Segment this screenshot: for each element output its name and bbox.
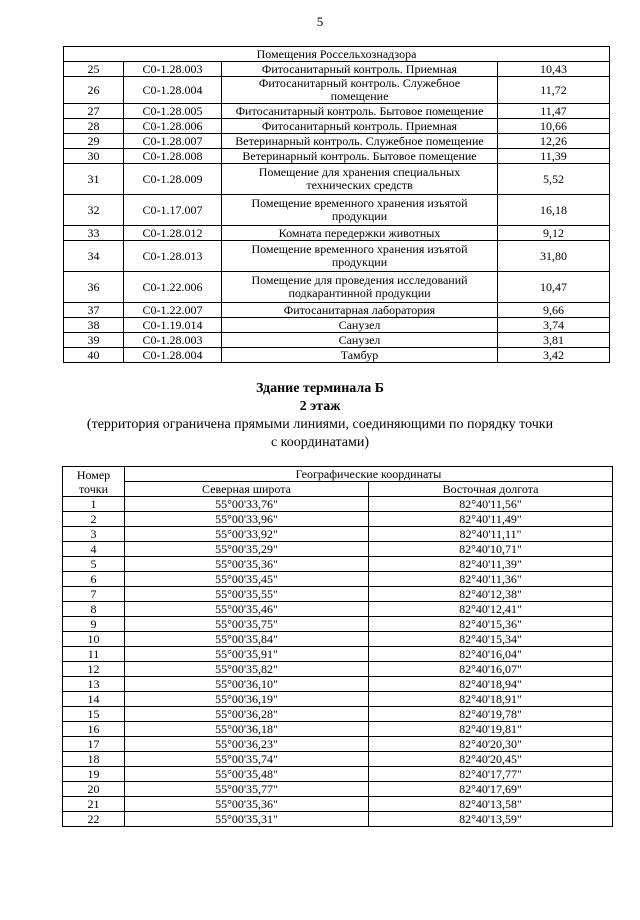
rooms-section-header-row	[64, 47, 610, 62]
room-area: 10,47	[498, 272, 610, 303]
latitude-value: 55°00'35,75"	[125, 617, 369, 632]
room-row	[64, 241, 610, 272]
longitude-value: 82°40'13,59"	[369, 812, 613, 827]
room-number: 33	[64, 226, 124, 241]
room-name: Фитосанитарный контроль. Бытовое помещение	[222, 104, 498, 119]
latitude-value: 55°00'36,18"	[125, 722, 369, 737]
rooms-table	[63, 46, 610, 363]
rooms-section-header: Помещения Россельхознадзора	[64, 47, 610, 62]
room-name: Санузел	[222, 318, 498, 333]
room-area: 12,26	[498, 134, 610, 149]
latitude-value: 55°00'36,28"	[125, 707, 369, 722]
coordinate-row	[63, 797, 613, 812]
latitude-value: 55°00'35,31"	[125, 812, 369, 827]
latitude-value: 55°00'35,77"	[125, 782, 369, 797]
room-code: С0-1.19.014	[124, 318, 222, 333]
coordinate-row	[63, 542, 613, 557]
point-number: 5	[63, 557, 125, 572]
room-row	[64, 195, 610, 226]
coordinate-row	[63, 632, 613, 647]
room-name: Тамбур	[222, 348, 498, 363]
point-number: 19	[63, 767, 125, 782]
room-number: 28	[64, 119, 124, 134]
latitude-value: 55°00'35,48"	[125, 767, 369, 782]
point-number: 20	[63, 782, 125, 797]
longitude-value: 82°40'17,77"	[369, 767, 613, 782]
point-number: 2	[63, 512, 125, 527]
point-number: 15	[63, 707, 125, 722]
coordinate-row	[63, 722, 613, 737]
room-row	[64, 134, 610, 149]
coordinate-row	[63, 512, 613, 527]
room-name: Помещение временного хранения изъятой продукции	[222, 241, 498, 272]
room-row	[64, 62, 610, 77]
coordinate-row	[63, 767, 613, 782]
coordinate-row	[63, 647, 613, 662]
room-row	[64, 318, 610, 333]
room-code: С0-1.28.003	[124, 333, 222, 348]
room-number: 32	[64, 195, 124, 226]
longitude-value: 82°40'16,04"	[369, 647, 613, 662]
room-code: С0-1.28.013	[124, 241, 222, 272]
room-number: 31	[64, 164, 124, 195]
room-code: С0-1.28.005	[124, 104, 222, 119]
coordinate-row	[63, 497, 613, 512]
latitude-value: 55°00'35,84"	[125, 632, 369, 647]
longitude-value: 82°40'11,49"	[369, 512, 613, 527]
latitude-value: 55°00'35,46"	[125, 602, 369, 617]
room-row	[64, 149, 610, 164]
room-number: 38	[64, 318, 124, 333]
point-number: 9	[63, 617, 125, 632]
longitude-value: 82°40'19,81"	[369, 722, 613, 737]
latitude-value: 55°00'35,45"	[125, 572, 369, 587]
room-area: 3,81	[498, 333, 610, 348]
point-number: 18	[63, 752, 125, 767]
point-number: 1	[63, 497, 125, 512]
room-area: 16,18	[498, 195, 610, 226]
point-number: 11	[63, 647, 125, 662]
room-area: 5,52	[498, 164, 610, 195]
coordinate-row	[63, 602, 613, 617]
latitude-value: 55°00'36,19"	[125, 692, 369, 707]
room-row	[64, 77, 610, 104]
point-number: 21	[63, 797, 125, 812]
point-number: 10	[63, 632, 125, 647]
room-number: 36	[64, 272, 124, 303]
point-number: 3	[63, 527, 125, 542]
longitude-value: 82°40'11,39"	[369, 557, 613, 572]
room-area: 10,66	[498, 119, 610, 134]
latitude-value: 55°00'36,10"	[125, 677, 369, 692]
room-area: 3,74	[498, 318, 610, 333]
building-title: Здание терминала Б	[255, 381, 385, 396]
room-name: Комната передержки животных	[222, 226, 498, 241]
latitude-value: 55°00'35,36"	[125, 557, 369, 572]
longitude-value: 82°40'18,91"	[369, 692, 613, 707]
room-row	[64, 272, 610, 303]
longitude-value: 82°40'20,45"	[369, 752, 613, 767]
room-code: С0-1.28.004	[124, 348, 222, 363]
point-number: 4	[63, 542, 125, 557]
room-name: Фитосанитарный контроль. Приемная	[222, 119, 498, 134]
coordinate-row	[63, 707, 613, 722]
coordinate-row	[63, 527, 613, 542]
room-code: С0-1.28.012	[124, 226, 222, 241]
longitude-value: 82°40'11,11"	[369, 527, 613, 542]
room-number: 26	[64, 77, 124, 104]
latitude-header: Северная широта	[125, 482, 369, 497]
room-name: Санузел	[222, 333, 498, 348]
longitude-value: 82°40'12,38"	[369, 587, 613, 602]
room-number: 25	[64, 62, 124, 77]
page-number: 5	[316, 14, 324, 29]
coordinate-row	[63, 752, 613, 767]
coords-subheader-row	[63, 482, 613, 497]
room-code: С0-1.28.003	[124, 62, 222, 77]
room-name: Фитосанитарная лаборатория	[222, 303, 498, 318]
room-row	[64, 164, 610, 195]
room-area: 9,12	[498, 226, 610, 241]
longitude-value: 82°40'11,56"	[369, 497, 613, 512]
room-row	[64, 333, 610, 348]
latitude-value: 55°00'33,96"	[125, 512, 369, 527]
room-name: Ветеринарный контроль. Служебное помещение	[222, 134, 498, 149]
coordinate-row	[63, 812, 613, 827]
room-code: С0-1.22.006	[124, 272, 222, 303]
room-code: С0-1.28.009	[124, 164, 222, 195]
room-name: Фитосанитарный контроль. Приемная	[222, 62, 498, 77]
room-area: 11,39	[498, 149, 610, 164]
coords-header-row	[63, 467, 613, 482]
longitude-header: Восточная долгота	[369, 482, 613, 497]
longitude-value: 82°40'11,36"	[369, 572, 613, 587]
coordinate-row	[63, 692, 613, 707]
territory-description-line1: (территория ограничена прямыми линиями, соединяющими по порядку точки	[86, 417, 554, 432]
longitude-value: 82°40'18,94"	[369, 677, 613, 692]
room-area: 10,43	[498, 62, 610, 77]
coordinate-row	[63, 677, 613, 692]
longitude-value: 82°40'17,69"	[369, 782, 613, 797]
room-name: Ветеринарный контроль. Бытовое помещение	[222, 149, 498, 164]
room-number: 34	[64, 241, 124, 272]
room-area: 3,42	[498, 348, 610, 363]
room-code: С0-1.28.004	[124, 77, 222, 104]
longitude-value: 82°40'20,30"	[369, 737, 613, 752]
room-name: Фитосанитарный контроль. Служебное помещение	[222, 77, 498, 104]
room-name: Помещение для хранения специальных технических средств	[222, 164, 498, 195]
longitude-value: 82°40'10,71"	[369, 542, 613, 557]
latitude-value: 55°00'35,74"	[125, 752, 369, 767]
room-row	[64, 348, 610, 363]
coordinate-row	[63, 572, 613, 587]
longitude-value: 82°40'12,41"	[369, 602, 613, 617]
room-area: 31,80	[498, 241, 610, 272]
point-number: 14	[63, 692, 125, 707]
room-code: С0-1.28.006	[124, 119, 222, 134]
geo-coordinates-header: Географические координаты	[125, 467, 613, 482]
room-row	[64, 104, 610, 119]
point-number: 8	[63, 602, 125, 617]
room-row	[64, 119, 610, 134]
longitude-value: 82°40'15,36"	[369, 617, 613, 632]
room-number: 30	[64, 149, 124, 164]
latitude-value: 55°00'35,36"	[125, 797, 369, 812]
room-code: С0-1.17.007	[124, 195, 222, 226]
room-area: 11,47	[498, 104, 610, 119]
coordinate-row	[63, 557, 613, 572]
coordinate-row	[63, 587, 613, 602]
room-name: Помещение временного хранения изъятой продукции	[222, 195, 498, 226]
room-row	[64, 303, 610, 318]
longitude-value: 82°40'13,58"	[369, 797, 613, 812]
coordinate-row	[63, 617, 613, 632]
latitude-value: 55°00'35,91"	[125, 647, 369, 662]
coordinate-row	[63, 737, 613, 752]
point-number-header: Номер точки	[63, 467, 125, 497]
point-number: 12	[63, 662, 125, 677]
point-number: 17	[63, 737, 125, 752]
point-number: 16	[63, 722, 125, 737]
room-area: 11,72	[498, 77, 610, 104]
latitude-value: 55°00'35,29"	[125, 542, 369, 557]
longitude-value: 82°40'16,07"	[369, 662, 613, 677]
room-code: С0-1.22.007	[124, 303, 222, 318]
point-number: 6	[63, 572, 125, 587]
latitude-value: 55°00'35,55"	[125, 587, 369, 602]
coordinates-table	[62, 466, 613, 827]
room-number: 27	[64, 104, 124, 119]
room-code: С0-1.28.007	[124, 134, 222, 149]
longitude-value: 82°40'19,78"	[369, 707, 613, 722]
room-number: 40	[64, 348, 124, 363]
room-code: С0-1.28.008	[124, 149, 222, 164]
longitude-value: 82°40'15,34"	[369, 632, 613, 647]
room-area: 9,66	[498, 303, 610, 318]
latitude-value: 55°00'33,92"	[125, 527, 369, 542]
floor-title: 2 этаж	[299, 399, 341, 414]
latitude-value: 55°00'36,23"	[125, 737, 369, 752]
coordinate-row	[63, 662, 613, 677]
latitude-value: 55°00'33,76"	[125, 497, 369, 512]
territory-description-line2: с координатами)	[270, 435, 370, 450]
room-name: Помещение для проведения исследований подкарантинной продукции	[222, 272, 498, 303]
coordinate-row	[63, 782, 613, 797]
room-number: 29	[64, 134, 124, 149]
room-number: 37	[64, 303, 124, 318]
latitude-value: 55°00'35,82"	[125, 662, 369, 677]
point-number: 7	[63, 587, 125, 602]
room-row	[64, 226, 610, 241]
point-number: 13	[63, 677, 125, 692]
point-number: 22	[63, 812, 125, 827]
room-number: 39	[64, 333, 124, 348]
